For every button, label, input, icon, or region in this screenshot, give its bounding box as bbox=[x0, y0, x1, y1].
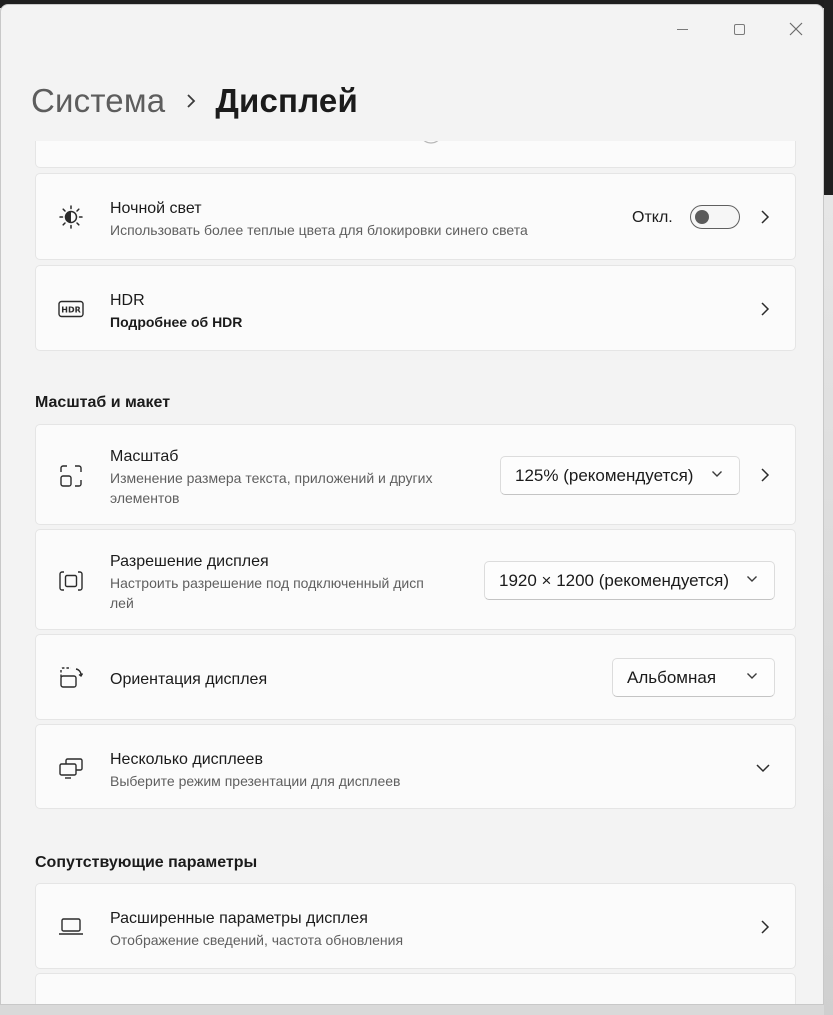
chevron-right-icon[interactable] bbox=[759, 467, 771, 483]
resolution-icon bbox=[58, 568, 84, 594]
scale-icon bbox=[58, 463, 84, 489]
multiple-displays-card[interactable] bbox=[35, 724, 796, 809]
multiple-displays-subtitle: Выберите режим презентации для дисплеев bbox=[110, 773, 401, 789]
desktop-background-right-light bbox=[824, 195, 833, 1015]
close-icon bbox=[789, 22, 803, 36]
settings-content[interactable] bbox=[1, 141, 824, 1005]
scale-subtitle-line2: элементов bbox=[110, 490, 180, 506]
maximize-button[interactable] bbox=[719, 13, 759, 45]
resolution-subtitle-line2: лей bbox=[110, 595, 134, 611]
orientation-dropdown-value: Альбомная bbox=[627, 667, 717, 687]
scale-title: Масштаб bbox=[110, 448, 179, 465]
scale-dropdown[interactable] bbox=[500, 456, 740, 495]
chevron-right-icon[interactable] bbox=[759, 301, 771, 317]
multiple-displays-icon bbox=[58, 755, 84, 781]
laptop-icon bbox=[58, 914, 84, 940]
night-light-subtitle: Использовать более теплые цвета для блокировки синего света bbox=[110, 222, 528, 238]
scale-card[interactable] bbox=[35, 424, 796, 525]
close-button[interactable] bbox=[776, 13, 816, 45]
hdr-learn-more-link[interactable]: Подробнее об HDR bbox=[110, 314, 243, 330]
section-scale-layout-heading: Масштаб и макет bbox=[35, 394, 171, 411]
toggle-knob bbox=[695, 210, 709, 224]
night-light-title: Ночной свет bbox=[110, 200, 202, 217]
resolution-dropdown-value: 1920 × 1200 (рекомендуется) bbox=[499, 570, 729, 590]
hdr-title: HDR bbox=[110, 292, 145, 309]
breadcrumb bbox=[31, 79, 358, 123]
resolution-dropdown[interactable] bbox=[484, 561, 775, 600]
svg-text:HDR: HDR bbox=[61, 305, 81, 315]
resolution-subtitle-line1: Настроить разрешение под подключенный дисп bbox=[110, 575, 424, 591]
minimize-icon bbox=[677, 29, 688, 30]
chevron-right-icon[interactable] bbox=[759, 919, 771, 935]
hdr-icon bbox=[58, 296, 84, 322]
scale-subtitle-line1: Изменение размера текста, приложений и других bbox=[110, 470, 433, 486]
orientation-title: Ориентация дисплея bbox=[110, 671, 268, 688]
breadcrumb-chevron-icon bbox=[185, 93, 197, 109]
chevron-down-icon bbox=[711, 470, 723, 478]
hdr-card[interactable] bbox=[35, 265, 796, 351]
chevron-down-icon[interactable] bbox=[755, 760, 771, 776]
scale-dropdown-value: 125% (рекомендуется) bbox=[515, 465, 694, 485]
orientation-card[interactable] bbox=[35, 634, 796, 720]
partial-card-bottom[interactable] bbox=[35, 973, 796, 1005]
minimize-button[interactable] bbox=[662, 13, 702, 45]
advanced-display-title: Расширенные параметры дисплея bbox=[110, 910, 368, 927]
desktop-background-right bbox=[824, 0, 833, 195]
night-light-toggle-label: Откл. bbox=[632, 209, 673, 226]
maximize-icon bbox=[734, 24, 745, 35]
night-light-toggle[interactable] bbox=[690, 205, 740, 229]
chevron-right-icon[interactable] bbox=[759, 209, 771, 225]
settings-window bbox=[0, 4, 824, 1005]
partial-slider-icon bbox=[416, 141, 446, 152]
partial-icon bbox=[58, 1004, 60, 1005]
resolution-title: Разрешение дисплея bbox=[110, 553, 269, 570]
night-light-icon bbox=[58, 204, 84, 230]
multiple-displays-title: Несколько дисплеев bbox=[110, 751, 263, 768]
orientation-icon bbox=[58, 665, 84, 691]
partial-card-top[interactable] bbox=[35, 141, 796, 168]
breadcrumb-parent[interactable]: Система bbox=[31, 82, 166, 119]
chevron-down-icon bbox=[746, 575, 758, 583]
orientation-dropdown[interactable] bbox=[612, 658, 775, 697]
advanced-display-subtitle: Отображение сведений, частота обновления bbox=[110, 932, 404, 948]
page-title: Дисплей bbox=[215, 82, 358, 119]
resolution-card[interactable] bbox=[35, 529, 796, 630]
chevron-down-icon bbox=[746, 672, 758, 680]
advanced-display-card[interactable] bbox=[35, 883, 796, 969]
night-light-card[interactable] bbox=[35, 173, 796, 260]
section-related-heading: Сопутствующие параметры bbox=[35, 854, 258, 871]
